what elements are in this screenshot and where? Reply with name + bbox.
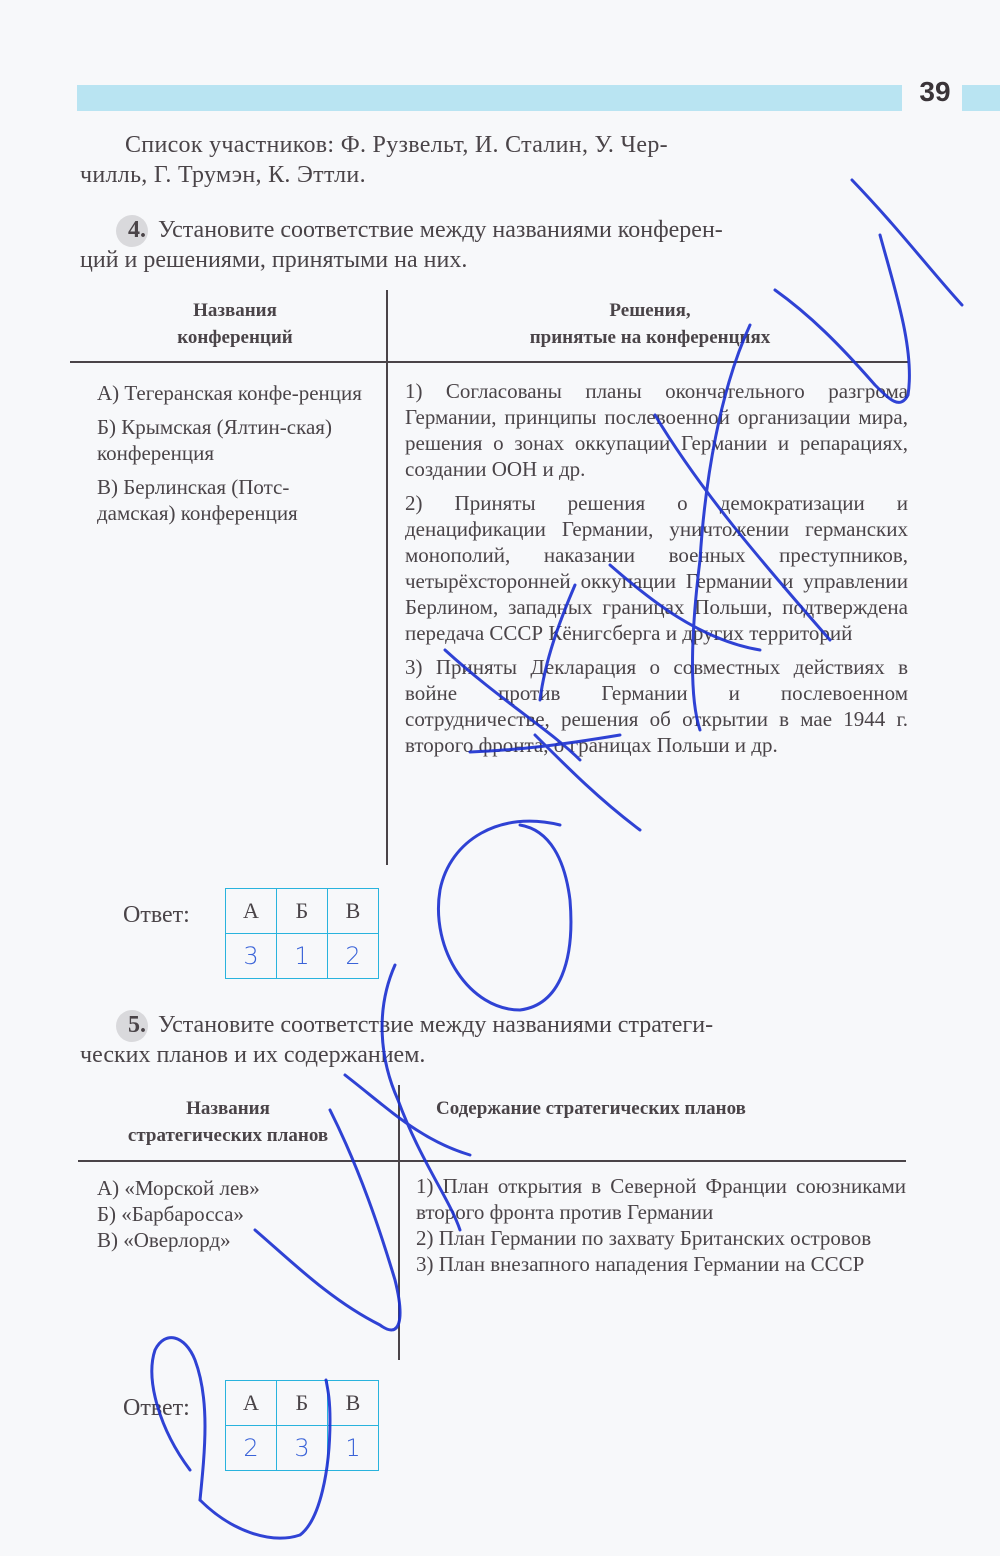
task-5-text-line-2: ческих планов и их содержанием. <box>80 1042 426 1068</box>
header-line: Решения, <box>609 300 691 321</box>
task-5-answer-grid <box>225 1380 379 1471</box>
task-5-header-rule <box>78 1160 906 1162</box>
conference-item: Б) Крымская (Ялтин-ская) конференция <box>97 415 332 465</box>
conference-item: В) Берлинская (Потс-дамская) конференция <box>97 475 298 525</box>
plan-content-item: 3) План внезапного нападения Германии на СССР <box>416 1252 865 1276</box>
task-4-conferences <box>97 380 365 534</box>
task-5-prompt <box>80 1010 910 1070</box>
page-number: 39 <box>919 76 951 107</box>
task-5-plan-names <box>97 1175 387 1253</box>
header-line: Названия <box>186 1098 270 1119</box>
answer-cell-b[interactable]: 1 <box>277 934 328 979</box>
page-header-bar <box>77 85 902 111</box>
plan-content-item: 1) План открытия в Северной Франции союзниками второго фронта против Германии <box>416 1174 906 1224</box>
task-4-prompt <box>80 215 910 275</box>
header-line: конференций <box>177 327 293 348</box>
answer-cell-a[interactable]: 3 <box>226 934 277 979</box>
task-4-column-divider <box>386 290 388 865</box>
task-4-number: 4. <box>122 215 152 245</box>
answer-header-a: А <box>226 1381 277 1426</box>
header-line: стратегических планов <box>127 1125 329 1146</box>
answer-cell-v[interactable]: 1 <box>328 1426 379 1471</box>
answer-header-b: Б <box>277 889 328 934</box>
task-5-column-divider <box>398 1085 400 1360</box>
participants-line-2: чилль, Г. Трумэн, К. Эттли. <box>80 162 366 188</box>
task-5-col2-header <box>410 1095 926 1122</box>
header-line: Названия <box>193 300 277 321</box>
task-5-answer-label: Ответ: <box>123 1395 190 1421</box>
answer-header-v: В <box>328 889 379 934</box>
answer-cell-b[interactable]: 3 <box>277 1426 328 1471</box>
decision-item: 3) Приняты Декларация о совместных действиях в войне против Германии и послевоенном сотрудничестве, решения об открытии в мае 1944 г. второго фронта, о границах Польши и др. <box>405 655 908 757</box>
task-4-answer-label: Ответ: <box>123 902 190 928</box>
task-5-number: 5. <box>122 1010 152 1040</box>
participants-list <box>80 130 905 190</box>
task-4-col1-header <box>100 297 370 351</box>
task-4-decisions <box>405 378 908 766</box>
participants-line-1: Список участников: Ф. Рузвельт, И. Сталин, У. Чер- <box>125 132 668 158</box>
answer-header-a: А <box>226 889 277 934</box>
task-4-answer-grid <box>225 888 379 979</box>
answer-cell-a[interactable]: 2 <box>226 1426 277 1471</box>
task-4-header-rule <box>70 361 908 363</box>
task-5-col1-header <box>78 1095 378 1149</box>
page-header-bar-end <box>962 85 1000 111</box>
pen-stroke <box>438 821 570 1010</box>
decision-item: 1) Согласованы планы окончательного разгрома Германии, принципы послевоенной организации мира, решения о зонах оккупации Германии и репарациях, создании ООН и др. <box>405 379 908 481</box>
header-line: принятые на конференциях <box>529 327 771 348</box>
header-line: Содержание стратегических планов <box>436 1098 746 1119</box>
task-5-plan-contents <box>416 1173 906 1277</box>
plan-item: В) «Оверлорд» <box>97 1228 231 1252</box>
decision-item: 2) Приняты решения о демократизации и денацификации Германии, уничтожении германских монополий, наказании военных преступников, четырёхсторонней оккупации Германии и управлении Берлином, западных границах Польши, подтверждена передача СССР Кёнигсберга и других территорий <box>405 491 908 645</box>
answer-header-b: Б <box>277 1381 328 1426</box>
task-4-col2-header <box>400 297 900 351</box>
task-5-text-line-1: Установите соответствие между названиями стратеги- <box>158 1012 714 1038</box>
plan-item: Б) «Барбаросса» <box>97 1202 244 1226</box>
answer-header-v: В <box>328 1381 379 1426</box>
plan-item: А) «Морской лев» <box>97 1176 260 1200</box>
answer-cell-v[interactable]: 2 <box>328 934 379 979</box>
plan-content-item: 2) План Германии по захвату Британских островов <box>416 1226 872 1250</box>
conference-item: А) Тегеранская конфе-ренция <box>97 381 362 405</box>
task-4-text-line-2: ций и решениями, принятыми на них. <box>80 247 468 273</box>
task-4-text-line-1: Установите соответствие между названиями конферен- <box>158 217 723 243</box>
